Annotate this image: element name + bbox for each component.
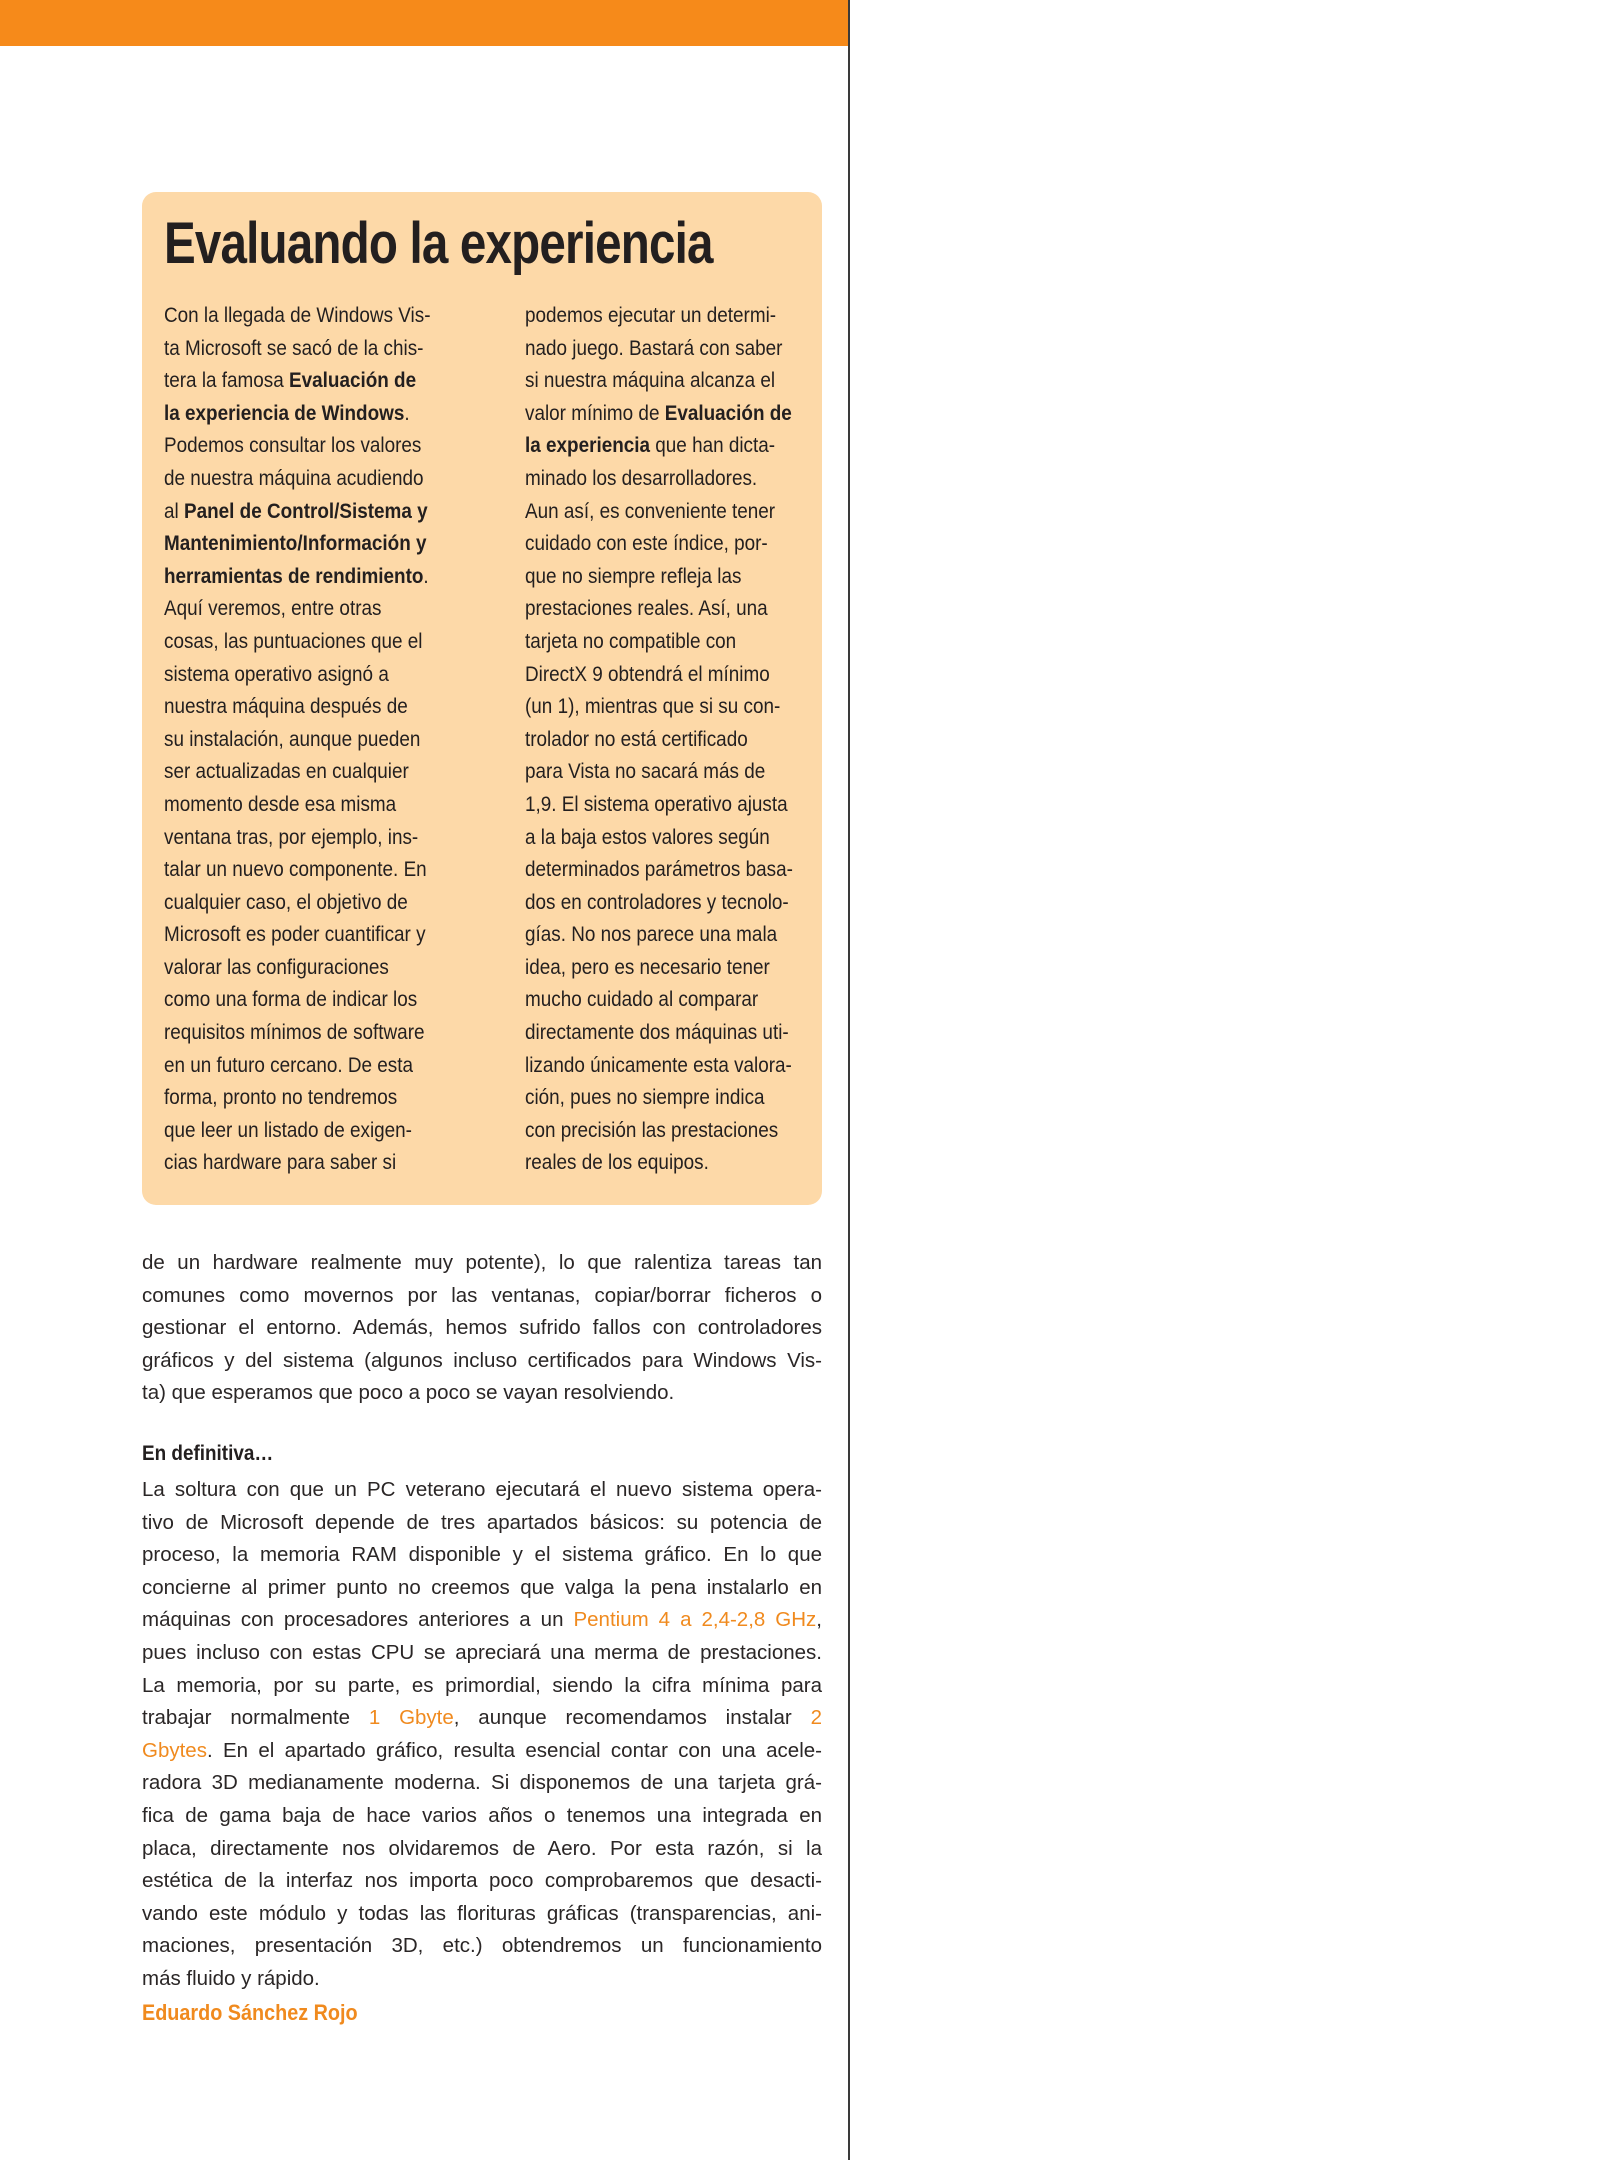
text-line: [525, 1017, 822, 1050]
text-segment: sistema operativo asignó a: [164, 662, 389, 686]
text-line: [525, 1082, 822, 1115]
text-segment: más fluido y rápido.: [142, 1966, 320, 1990]
text-line: [525, 333, 822, 366]
text-segment: tera la famosa: [164, 369, 290, 393]
bold-text: herramientas de rendimiento: [164, 564, 424, 588]
text-segment: como una forma de indicar los: [164, 988, 418, 1012]
text-segment: Con la llegada de Windows Vis-: [164, 304, 431, 327]
text-line: [164, 756, 461, 789]
text-segment: ción, pues no siempre indica: [525, 1086, 765, 1110]
text-segment: requisitos mínimos de software: [164, 1021, 425, 1045]
text-line: [164, 430, 461, 463]
text-line: [142, 1637, 822, 1670]
text-line: [142, 1963, 822, 1996]
text-line: [525, 919, 822, 952]
text-line: [525, 1050, 822, 1083]
text-segment: , aunque recomendamos instalar: [453, 1706, 811, 1730]
sidebox-left-column: [164, 300, 494, 1180]
text-segment: directamente dos máquinas uti-: [525, 1021, 789, 1045]
text-segment: en un futuro cercano. De esta: [164, 1053, 414, 1077]
text-segment: que han dicta-: [650, 434, 776, 458]
text-segment: Aquí veremos, entre otras: [164, 597, 382, 621]
text-segment: nuestra máquina después de: [164, 695, 408, 719]
text-line: [525, 887, 822, 920]
text-line: [525, 756, 822, 789]
text-segment: gestionar el entorno. Además, hemos sufrido fallos con controladores: [142, 1316, 822, 1340]
text-segment: Microsoft es poder cuantificar y: [164, 923, 426, 947]
text-line: [142, 1474, 822, 1507]
text-line: [142, 1539, 822, 1572]
text-line: [525, 984, 822, 1017]
text-line: [525, 528, 822, 561]
text-segment: tarjeta no compatible con: [525, 629, 737, 653]
text-segment: gías. No nos parece una mala: [525, 923, 778, 947]
text-segment: proceso, la memoria RAM disponible y el sistema gráfico. En lo que: [142, 1543, 822, 1567]
text-line: [525, 691, 822, 724]
text-line: [525, 398, 822, 431]
text-line: [164, 984, 461, 1017]
text-segment: ta) que esperamos que poco a poco se vayan resolviendo.: [142, 1381, 675, 1405]
text-line: [164, 398, 461, 431]
text-line: [142, 1507, 822, 1540]
text-line: [142, 1767, 822, 1800]
text-segment: si nuestra máquina alcanza el: [525, 369, 776, 393]
text-line: [525, 724, 822, 757]
text-segment: podemos ejecutar un determi-: [525, 304, 777, 327]
highlighted-text: 1 Gbyte: [368, 1706, 454, 1730]
text-line: [142, 1377, 822, 1410]
highlighted-text: 2: [810, 1706, 822, 1730]
article-paragraph-2: [142, 1474, 822, 1996]
text-segment: determinados parámetros basa-: [525, 858, 793, 882]
text-segment: .: [404, 401, 410, 425]
text-line: [164, 822, 461, 855]
author-byline: Eduardo Sánchez Rojo: [142, 2000, 358, 2025]
text-line: [142, 1735, 822, 1768]
text-segment: lizando únicamente esta valora-: [525, 1053, 792, 1077]
text-segment: trolador no está certificado: [525, 727, 748, 751]
text-line: [142, 1280, 822, 1313]
text-segment: valorar las configuraciones: [164, 955, 389, 979]
text-segment: a la baja estos valores según: [525, 825, 770, 849]
text-segment: maciones, presentación 3D, etc.) obtendremos un funcionamiento: [142, 1934, 822, 1958]
text-line: [525, 593, 822, 626]
text-line: [525, 300, 822, 333]
text-line: [164, 1115, 461, 1148]
text-segment: radora 3D medianamente moderna. Si disponemos de una tarjeta grá-: [142, 1771, 822, 1795]
text-segment: cualquier caso, el objetivo de: [164, 890, 408, 914]
text-line: [164, 463, 461, 496]
text-line: [164, 365, 461, 398]
highlighted-text: Pentium 4 a 2,4-2,8 GHz: [573, 1608, 817, 1632]
text-line: [525, 365, 822, 398]
text-line: [142, 1898, 822, 1931]
text-segment: cuidado con este índice, por-: [525, 532, 768, 556]
bold-text: la experiencia de Windows: [164, 401, 405, 425]
text-line: [142, 1670, 822, 1703]
text-line: [525, 463, 822, 496]
text-segment: nado juego. Bastará con saber: [525, 336, 783, 360]
bold-text: Mantenimiento/Información y: [164, 532, 427, 556]
text-segment: trabajar normalmente: [142, 1706, 369, 1730]
text-segment: Aun así, es conveniente tener: [525, 499, 776, 523]
sidebox-right-column: [525, 300, 855, 1180]
text-line: [525, 854, 822, 887]
text-line: [525, 626, 822, 659]
text-segment: que leer un listado de exigen-: [164, 1118, 412, 1142]
text-segment: reales de los equipos.: [525, 1151, 709, 1175]
header-accent-bar: [0, 0, 848, 46]
text-line: [142, 1345, 822, 1378]
text-line: [164, 593, 461, 626]
text-segment: vando este módulo y todas las florituras gráficas (transparencias, ani-: [142, 1901, 822, 1925]
text-line: [142, 1572, 822, 1605]
text-segment: prestaciones reales. Así, una: [525, 597, 768, 621]
text-line: [525, 659, 822, 692]
text-segment: comunes como movernos por las ventanas, copiar/borrar ficheros o: [142, 1283, 822, 1307]
bold-text: Evaluación de: [289, 369, 417, 393]
highlighted-text: Gbytes: [142, 1738, 207, 1762]
text-segment: . En el apartado gráfico, resulta esencial contar con una acele-: [206, 1738, 822, 1762]
text-segment: mucho cuidado al comparar: [525, 988, 759, 1012]
text-segment: de un hardware realmente muy potente), lo que ralentiza tareas tan: [142, 1251, 822, 1274]
text-line: [525, 1147, 822, 1180]
text-segment: máquinas con procesadores anteriores a un: [142, 1608, 574, 1632]
text-segment: pues incluso con estas CPU se apreciará una merma de prestaciones.: [142, 1640, 822, 1664]
text-segment: de nuestra máquina acudiendo: [164, 466, 424, 490]
text-line: [164, 300, 461, 333]
text-line: [164, 626, 461, 659]
text-segment: cosas, las puntuaciones que el: [164, 629, 423, 653]
text-segment: estética de la interfaz nos importa poco comprobaremos que desacti-: [142, 1869, 822, 1893]
text-segment: minado los desarrolladores.: [525, 466, 758, 490]
text-segment: con precisión las prestaciones: [525, 1118, 779, 1142]
text-line: [525, 952, 822, 985]
text-line: [164, 1017, 461, 1050]
bold-text: Evaluación de: [664, 401, 792, 425]
text-segment: ta Microsoft se sacó de la chis-: [164, 336, 424, 360]
text-line: [525, 430, 822, 463]
text-line: [164, 1050, 461, 1083]
text-line: [142, 1702, 822, 1735]
text-line: [164, 919, 461, 952]
text-segment: talar un nuevo componente. En: [164, 858, 427, 882]
text-line: [525, 496, 822, 529]
sidebox-title: Evaluando la experiencia: [164, 211, 713, 276]
text-segment: placa, directamente nos olvidaremos de Aero. Por esta razón, si la: [142, 1836, 822, 1860]
text-line: [164, 496, 461, 529]
text-line: [142, 1312, 822, 1345]
text-segment: al: [164, 499, 184, 523]
text-segment: idea, pero es necesario tener: [525, 955, 770, 979]
text-segment: ,: [816, 1608, 822, 1632]
text-line: [142, 1930, 822, 1963]
text-line: [525, 1115, 822, 1148]
text-line: [164, 333, 461, 366]
text-segment: Podemos consultar los valores: [164, 434, 422, 458]
text-segment: cias hardware para saber si: [164, 1151, 397, 1175]
text-segment: La memoria, por su parte, es primordial, siendo la cifra mínima para: [142, 1673, 822, 1697]
text-segment: su instalación, aunque pueden: [164, 727, 421, 751]
article-paragraph-1: [142, 1247, 822, 1410]
section-heading: En definitiva…: [142, 1442, 274, 1465]
text-line: [525, 822, 822, 855]
text-line: [142, 1247, 822, 1280]
text-segment: DirectX 9 obtendrá el mínimo: [525, 662, 770, 686]
text-line: [164, 1147, 461, 1180]
text-line: [164, 659, 461, 692]
text-segment: forma, pronto no tendremos: [164, 1086, 398, 1110]
text-line: [164, 1082, 461, 1115]
text-line: [164, 528, 461, 561]
text-segment: ventana tras, por ejemplo, ins-: [164, 825, 419, 849]
text-segment: gráficos y del sistema (algunos incluso certificados para Windows Vis-: [142, 1348, 822, 1372]
text-segment: que no siempre refleja las: [525, 564, 742, 588]
text-line: [142, 1833, 822, 1866]
text-line: [164, 854, 461, 887]
sidebar-box: [142, 192, 822, 1205]
text-segment: .: [423, 564, 429, 588]
text-segment: fica de gama baja de hace varios años o tenemos una integrada en: [142, 1803, 822, 1827]
text-line: [164, 952, 461, 985]
text-segment: La soltura con que un PC veterano ejecutará el nuevo sistema opera-: [142, 1478, 822, 1501]
text-line: [525, 561, 822, 594]
text-segment: 1,9. El sistema operativo ajusta: [525, 792, 788, 816]
text-segment: momento desde esa misma: [164, 792, 397, 816]
text-line: [164, 887, 461, 920]
text-line: [142, 1865, 822, 1898]
bold-text: la experiencia: [525, 434, 651, 458]
text-line: [164, 561, 461, 594]
text-segment: dos en controladores y tecnolo-: [525, 890, 789, 914]
text-segment: tivo de Microsoft depende de tres apartados básicos: su potencia de: [142, 1510, 822, 1534]
text-segment: concierne al primer punto no creemos que valga la pena instalarlo en: [142, 1575, 822, 1599]
text-line: [142, 1800, 822, 1833]
text-line: [164, 724, 461, 757]
text-line: [525, 789, 822, 822]
bold-text: Panel de Control/Sistema y: [183, 499, 428, 523]
text-segment: para Vista no sacará más de: [525, 760, 766, 784]
text-segment: valor mínimo de: [525, 401, 665, 425]
text-line: [164, 789, 461, 822]
text-segment: (un 1), mientras que si su con-: [525, 695, 781, 719]
text-segment: ser actualizadas en cualquier: [164, 760, 409, 784]
text-line: [142, 1604, 822, 1637]
text-line: [164, 691, 461, 724]
